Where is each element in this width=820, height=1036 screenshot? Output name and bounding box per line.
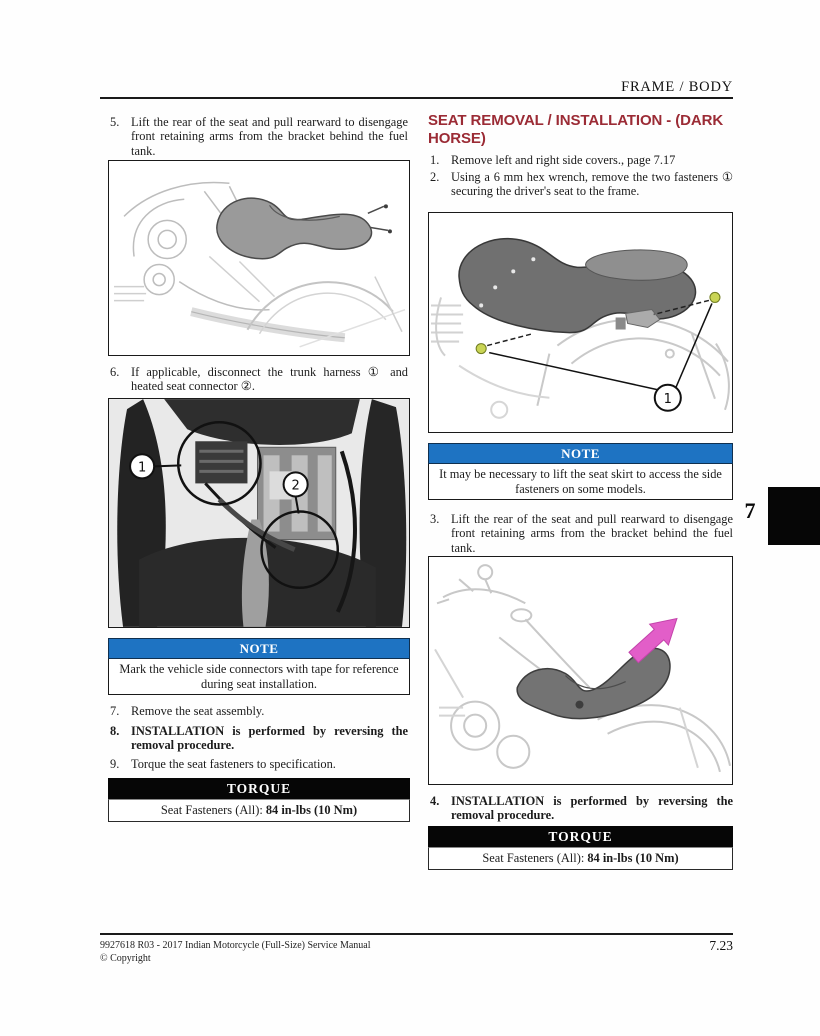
step-7-text: Remove the seat assembly. [131, 704, 265, 718]
torque-right-value: 84 in-lbs (10 Nm) [587, 851, 679, 865]
torque-right-title: TORQUE [428, 826, 733, 847]
step-1-text: Remove left and right side covers., page 7.17 [451, 153, 676, 167]
step-2 [430, 170, 733, 199]
seat-lift-line-art [109, 161, 409, 355]
torque-left-value: 84 in-lbs (10 Nm) [265, 803, 358, 817]
step-5 [110, 115, 408, 158]
step-2-number: 2. [430, 170, 440, 184]
step-5-text: Lift the rear of the seat and pull rearward to disengage front retaining arms from the bracket behind the fuel tank. [131, 115, 408, 158]
torque-box-left [108, 778, 410, 822]
note-left-title: NOTE [108, 638, 410, 659]
step-8-number: 8. [110, 724, 120, 738]
note-box-left [108, 638, 410, 695]
step-7-number: 7. [110, 704, 120, 718]
callout-2-label: 2 [291, 478, 300, 494]
connectors-photo-art [109, 399, 409, 627]
figure-seat-fasteners [428, 212, 733, 433]
footer-rule [100, 933, 733, 935]
torque-right-label: Seat Fasteners (All): [482, 851, 588, 865]
callout-1-label: 1 [663, 391, 672, 407]
chapter-number: 7 [744, 498, 756, 523]
step-6-number: 6. [110, 365, 120, 379]
callout-1-label: 1 [137, 460, 147, 476]
torque-left-body [108, 799, 410, 822]
step-6-text: If applicable, disconnect the trunk harness ① and heated seat connector ②. [131, 365, 408, 394]
step-9-number: 9. [110, 757, 120, 771]
step-8 [110, 724, 408, 753]
step-7 [110, 704, 408, 718]
note-right-body: It may be necessary to lift the seat skirt to access the side fasteners on some models. [428, 464, 733, 500]
seat-lift-arrow-art [429, 557, 732, 784]
step-1 [430, 153, 733, 167]
note-right-title: NOTE [428, 443, 733, 464]
bike-line-art [435, 565, 730, 772]
torque-right-body [428, 847, 733, 870]
torque-left-title: TORQUE [108, 778, 410, 799]
step-4-text: INSTALLATION is performed by reversing the removal procedure. [451, 794, 733, 823]
step-9-text: Torque the seat fasteners to specification. [131, 757, 336, 771]
figure-connectors-photo [108, 398, 410, 628]
note-box-right [428, 443, 733, 500]
seat-illustration [217, 198, 392, 259]
step-3 [430, 512, 733, 555]
running-header: FRAME / BODY [621, 79, 733, 95]
seat-illustration [517, 648, 670, 718]
step-3-text: Lift the rear of the seat and pull rearward to disengage front retaining arms from the bracket behind the fuel tank. [451, 512, 733, 555]
figure-seat-lift-right [428, 556, 733, 785]
header-rule [100, 97, 733, 99]
step-5-number: 5. [110, 115, 120, 129]
step-6 [110, 365, 408, 394]
chapter-tab [768, 487, 820, 545]
seat-illustration [459, 239, 696, 333]
footer-line1: 9927618 R03 - 2017 Indian Motorcycle (Full-Size) Service Manual [100, 940, 371, 951]
torque-box-right [428, 826, 733, 870]
step-3-number: 3. [430, 512, 440, 526]
section-heading: SEAT REMOVAL / INSTALLATION - (DARK HORSE) [428, 112, 724, 147]
footer-text [100, 940, 550, 965]
note-left-body: Mark the vehicle side connectors with tape for reference during seat installation. [108, 659, 410, 695]
figure-seat-lift-left [108, 160, 410, 356]
step-4-number: 4. [430, 794, 440, 808]
step-2-text: Using a 6 mm hex wrench, remove the two fasteners ① securing the driver's seat to the frame. [451, 170, 733, 199]
seat-fasteners-art [429, 213, 732, 432]
step-9 [110, 757, 408, 771]
step-1-number: 1. [430, 153, 440, 167]
footer-line2: © Copyright [100, 952, 151, 964]
torque-left-label: Seat Fasteners (All): [160, 803, 266, 817]
step-8-text: INSTALLATION is performed by reversing the removal procedure. [131, 724, 408, 753]
step-4 [430, 794, 733, 823]
page-number: 7.23 [709, 938, 733, 953]
